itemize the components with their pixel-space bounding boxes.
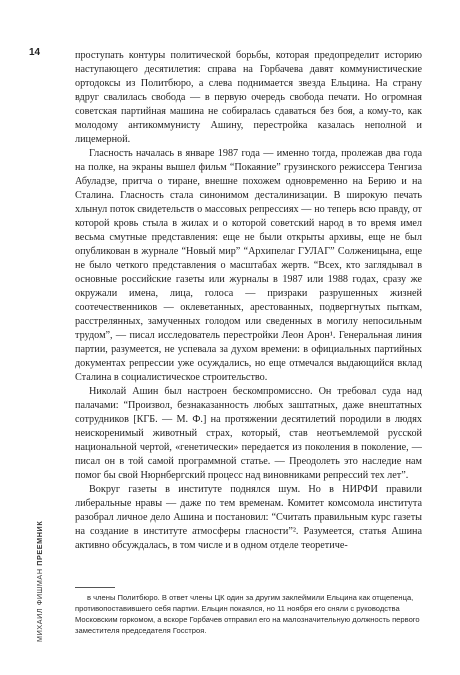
spine-author: МИХАИЛ ФИШМАН <box>35 568 44 642</box>
main-text <box>75 49 422 553</box>
paragraph: Николай Ашин был настроен бескомпромиссно. Он требовал суда над палачами: “Произвол, безнаказанность любых заштатных, даже внештатных сотрудников [КГБ. — М. Ф.] на протяжении десятилетий породили в людях неискоренимый животный страх, который, став неотъемлемой русской национальной чертой, «генетически» передается из поколения в поколение, — писал он в той самой программной статье. — Преодолеть это наследие нам помог бы свой Нюрнбергский процесс над виновниками репрессий тех лет”. <box>75 386 422 481</box>
footnote-area <box>75 587 425 636</box>
paragraph: Вокруг газеты в институте поднялся шум. Но в НИРФИ правили либеральные нравы — даже по тем временам. Комитет комсомола института разобрал личное дело Ашина и постановил: “Считать правильным курс газеты на создание в институте атмосферы гласности”². Разумеется, статья Ашина активно обсуждалась, в том числе и в одном отделе теоретиче- <box>75 484 422 551</box>
page-number: 14 <box>29 47 41 58</box>
paragraph: Гласность началась в январе 1987 года — именно тогда, пролежав два года на полке, на экраны вышел фильм “Покаяние” грузинского режиссера Тенгиза Абуладзе, притча о тиране, внешне похожем одновременно на Берию и на Сталина. Гласность стала синонимом десталинизации. В широкую печать хлынул поток свидетельств о массовых репрессиях — но теперь всю правду, от которой кровь стыла в жилах и о которой советский народ в то время имел весьма смутные представления: еще не были открыты архивы, еще не был опубликован в журнале “Новый мир” “Архипелаг ГУЛАГ” Солженицына, еще не было четкого представления о масштабах жертв. “Всех, кто заглядывал в основные российские газеты или журналы в 1987 или 1988 годах, сразу же окружали имена, лица, голоса — призраки разрушенных жизней соотечественников — оклеветанных, арестованных, подвергнутых пыткам, расстрелянных, замученных голодом или сведенных в могилу непосильным трудом”, — писал исследователь перестройки Леон Арон¹. Генеральная линия партии, разумеется, не успевала за духом времени: в официальных партийных документах репрессии уже осуждались, но еще отмечался выдающийся вклад Сталина в социалистическое строительство. <box>75 148 422 383</box>
running-header-vertical <box>35 521 44 642</box>
footnote: в члены Политбюро. В ответ члены ЦК один за другим заклеймили Ельцина как отщепенца, противопоставившего себя партии. Ельцин покаялся, но 11 ноября его сняли с руководства Московским горкомом, а вскоре Горбачев отправил его на малозначительную должность первого заместителя председателя Госстроя. <box>75 593 420 635</box>
paragraph: проступать контуры политической борьбы, которая предопределит историю наступающего десятилетия: справа на Горбачева давят коммунистические ортодоксы из Политбюро, а слева поднимается звезда Ельцина. На страну вдруг свалилась свобода — в первую очередь свобода печати. Но огромная советская партийная машина не собиралась сдаваться без боя, а кому-то, как молодому антикоммунисту Ашину, перестройка казалась неполной и лицемерной. <box>75 50 422 145</box>
spine-book-title: ПРЕЕМНИК <box>35 520 44 566</box>
footnote-divider <box>75 587 115 588</box>
